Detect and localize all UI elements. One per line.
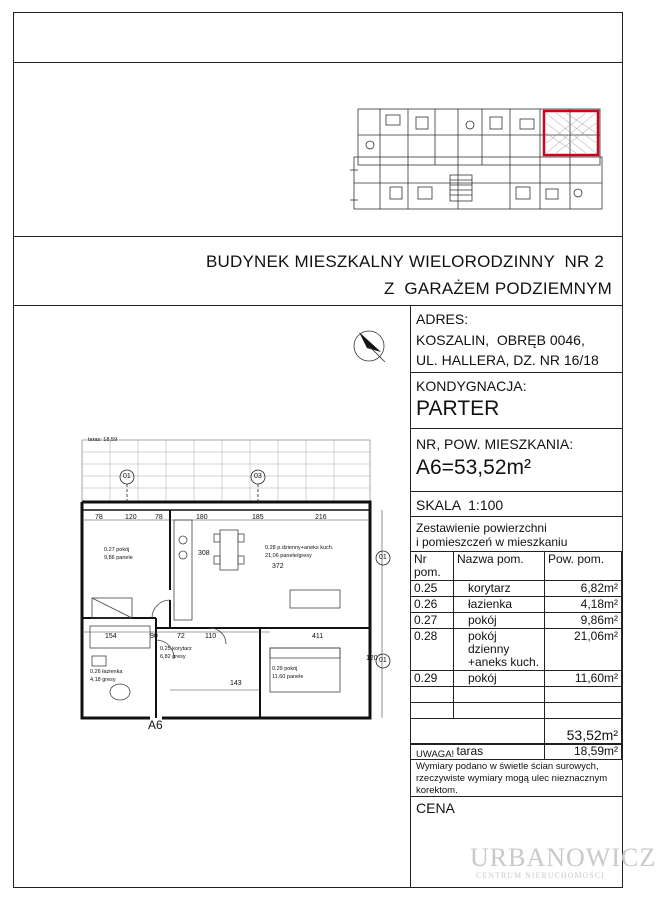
dim-side-4: 143 bbox=[230, 680, 242, 687]
total-area: 53,52m² bbox=[545, 719, 622, 744]
apartment-label: NR, POW. MIESZKANIA: bbox=[416, 436, 574, 452]
room-028-label: 0.28 p.dzienny+aneks kuch. bbox=[265, 545, 334, 551]
address-label: ADRES: bbox=[416, 311, 469, 327]
table-header-row bbox=[411, 552, 622, 581]
col-nr: Nr pom. bbox=[411, 552, 454, 581]
unit-label: A6 bbox=[148, 718, 163, 732]
table-row-empty bbox=[411, 687, 622, 703]
dim-mid-2: 90 bbox=[150, 633, 158, 640]
storey-label: KONDYGNACJA: bbox=[416, 378, 527, 394]
rooms-table bbox=[410, 551, 622, 760]
dim-side-1: 372 bbox=[272, 563, 284, 570]
room-025-label: 0.25 korytarz bbox=[160, 646, 192, 652]
axis-03: 03 bbox=[254, 473, 262, 480]
divider-scale bbox=[410, 516, 623, 517]
dim-top-3: 78 bbox=[155, 514, 163, 521]
room-027-label: 0.27 pokój bbox=[104, 547, 130, 553]
room-025-area: 6,82 gresy bbox=[160, 654, 186, 660]
summary-title-2: i pomieszczeń w mieszkaniu bbox=[416, 535, 568, 549]
cell-name: pokój dzienny +aneks kuch. bbox=[454, 629, 545, 671]
divider-header bbox=[13, 236, 623, 237]
title-line-2: Z GARAŻEM PODZIEMNYM bbox=[384, 279, 613, 298]
dim-side-3: 120 bbox=[366, 655, 378, 662]
table-row-empty bbox=[411, 703, 622, 719]
title-line-1: BUDYNEK MIESZKALNY WIELORODZINNY NR 2 bbox=[206, 252, 605, 271]
divider-apartment bbox=[410, 491, 623, 492]
terrace-area: 18,59m² bbox=[545, 744, 622, 760]
address-line-2: UL. HALLERA, DZ. NR 16/18 bbox=[416, 352, 599, 368]
divider-title bbox=[13, 305, 623, 306]
watermark-logo bbox=[470, 843, 656, 880]
cell-area: 9,86m² bbox=[545, 613, 622, 629]
room-027-area: 9,86 panele bbox=[104, 555, 133, 561]
table-row bbox=[411, 597, 622, 613]
dim-top-2: 120 bbox=[125, 514, 137, 521]
dim-top-4: 180 bbox=[196, 514, 208, 521]
col-area: Pow. pom. bbox=[545, 552, 622, 581]
room-029-area: 11,60 panele bbox=[272, 674, 304, 680]
notes-line-2: rzeczywiste wymiary mogą ulec nieznacznym bbox=[416, 773, 608, 784]
divider-price bbox=[410, 796, 623, 797]
cell-nr: 0.25 bbox=[411, 581, 454, 597]
notes-label: UWAGA! bbox=[416, 749, 455, 760]
cell-name: łazienka bbox=[454, 597, 545, 613]
divider-top bbox=[13, 62, 623, 63]
cell-nr: 0.29 bbox=[411, 671, 454, 687]
apartment-value: A6=53,52m² bbox=[416, 456, 531, 479]
notes-line-1: Wymiary podano w świetle ścian surowych, bbox=[416, 761, 599, 772]
plan-terrace-label: taras: 18,59 bbox=[88, 437, 118, 443]
dim-mid-5: 411 bbox=[312, 633, 324, 640]
scale-label: SKALA 1:100 bbox=[416, 497, 504, 513]
notes-line-3: korektom. bbox=[416, 785, 458, 796]
terrace-label: taras bbox=[454, 744, 545, 760]
dim-side-2: 308 bbox=[198, 550, 210, 557]
table-row bbox=[411, 581, 622, 597]
watermark-line-1: URBANOWICZ bbox=[470, 843, 656, 872]
table-row bbox=[411, 613, 622, 629]
axis-01c: 01 bbox=[379, 657, 387, 664]
room-029-label: 0.29 pokój bbox=[272, 666, 298, 672]
table-row-total bbox=[411, 719, 622, 744]
cell-area: 11,60m² bbox=[545, 671, 622, 687]
floor-plan bbox=[70, 430, 400, 740]
storey-value: PARTER bbox=[416, 397, 500, 420]
dim-mid-4: 110 bbox=[205, 633, 217, 640]
table-row bbox=[411, 671, 622, 687]
dim-top-5: 185 bbox=[252, 514, 264, 521]
north-arrow-icon bbox=[345, 322, 393, 370]
dim-top-6: 216 bbox=[315, 514, 327, 521]
cell-nr: 0.27 bbox=[411, 613, 454, 629]
price-label: CENA bbox=[416, 800, 455, 816]
room-026-area: 4,18 gresy bbox=[90, 677, 116, 683]
address-line-1: KOSZALIN, OBRĘB 0046, bbox=[416, 332, 585, 348]
table-row bbox=[411, 629, 622, 671]
axis-01a: 01 bbox=[123, 473, 131, 480]
divider-address bbox=[410, 372, 623, 373]
cell-name: korytarz bbox=[454, 581, 545, 597]
cell-area: 21,06m² bbox=[545, 629, 622, 671]
cell-nr: 0.28 bbox=[411, 629, 454, 671]
cell-area: 4,18m² bbox=[545, 597, 622, 613]
watermark-line-2: CENTRUM NIERUCHOMOŚCI bbox=[476, 871, 605, 880]
col-name: Nazwa pom. bbox=[454, 552, 545, 581]
room-028-area: 21,06 panele/gresy bbox=[265, 553, 312, 559]
key-plan bbox=[350, 95, 605, 220]
cell-nr: 0.26 bbox=[411, 597, 454, 613]
cell-area: 6,82m² bbox=[545, 581, 622, 597]
cell-name: pokój bbox=[454, 613, 545, 629]
dim-mid-1: 154 bbox=[105, 633, 117, 640]
room-026-label: 0.26 łazienka bbox=[90, 669, 123, 675]
summary-title-1: Zestawienie powierzchni bbox=[416, 521, 547, 535]
cell-name: pokój bbox=[454, 671, 545, 687]
dim-mid-3: 72 bbox=[177, 633, 185, 640]
divider-storey bbox=[410, 428, 623, 429]
axis-01b: 01 bbox=[379, 554, 387, 561]
dim-top-1: 78 bbox=[95, 514, 103, 521]
